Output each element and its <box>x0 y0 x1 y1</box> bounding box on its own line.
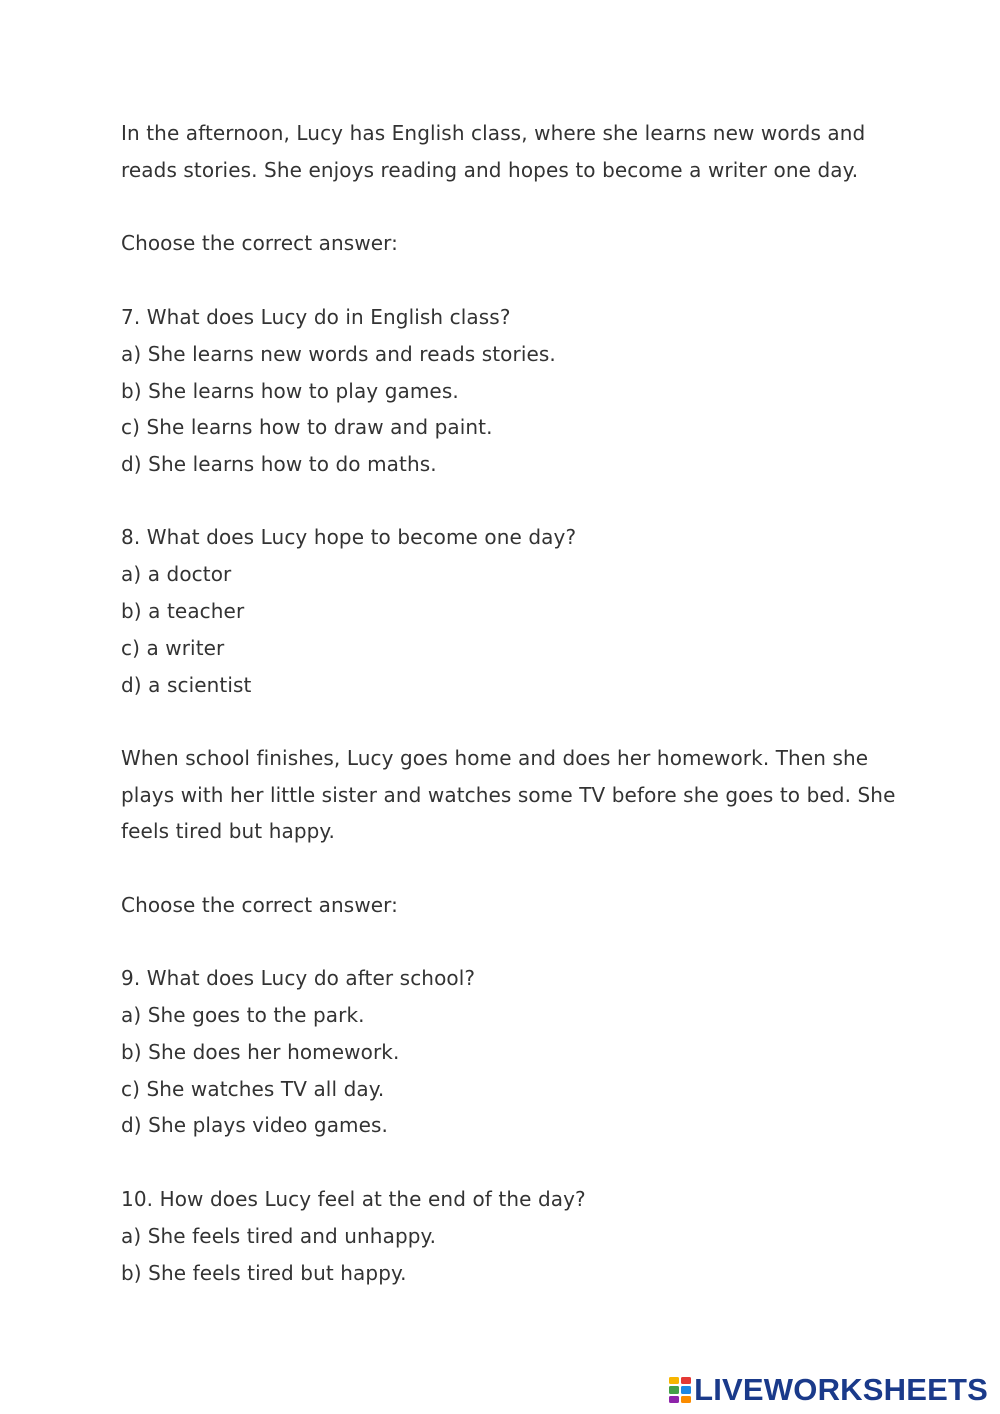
question-8-option-a[interactable]: a) a doctor <box>121 562 232 586</box>
question-9-option-b[interactable]: b) She does her homework. <box>121 1040 400 1064</box>
instruction: Choose the correct answer: <box>121 893 398 917</box>
question-8-option-d[interactable]: d) a scientist <box>121 673 252 697</box>
passage-line: In the afternoon, Lucy has English class, where she learns new words and <box>121 121 866 145</box>
question-9: 9. What does Lucy do after school? <box>121 966 476 990</box>
question-9-option-c[interactable]: c) She watches TV all day. <box>121 1077 385 1101</box>
question-8-option-c[interactable]: c) a writer <box>121 636 225 660</box>
question-7-option-a[interactable]: a) She learns new words and reads stories. <box>121 342 556 366</box>
liveworksheets-logo <box>669 1372 988 1408</box>
instruction: Choose the correct answer: <box>121 231 398 255</box>
question-10-option-b[interactable]: b) She feels tired but happy. <box>121 1261 407 1285</box>
question-10-option-a[interactable]: a) She feels tired and unhappy. <box>121 1224 437 1248</box>
question-9-option-a[interactable]: a) She goes to the park. <box>121 1003 365 1027</box>
passage-line: plays with her little sister and watches some TV before she goes to bed. She <box>121 783 896 807</box>
question-7: 7. What does Lucy do in English class? <box>121 305 511 329</box>
liveworksheets-logo-icon <box>669 1377 691 1403</box>
question-7-option-b[interactable]: b) She learns how to play games. <box>121 379 459 403</box>
question-10: 10. How does Lucy feel at the end of the day? <box>121 1187 586 1211</box>
question-7-option-d[interactable]: d) She learns how to do maths. <box>121 452 437 476</box>
passage-line: When school finishes, Lucy goes home and does her homework. Then she <box>121 746 869 770</box>
brand-name: LIVEWORKSHEETS <box>694 1372 988 1407</box>
question-9-option-d[interactable]: d) She plays video games. <box>121 1113 389 1137</box>
question-7-option-c[interactable]: c) She learns how to draw and paint. <box>121 415 493 439</box>
passage-line: feels tired but happy. <box>121 819 335 843</box>
question-8-option-b[interactable]: b) a teacher <box>121 599 245 623</box>
question-8: 8. What does Lucy hope to become one day? <box>121 525 577 549</box>
passage-line: reads stories. She enjoys reading and hopes to become a writer one day. <box>121 158 859 182</box>
